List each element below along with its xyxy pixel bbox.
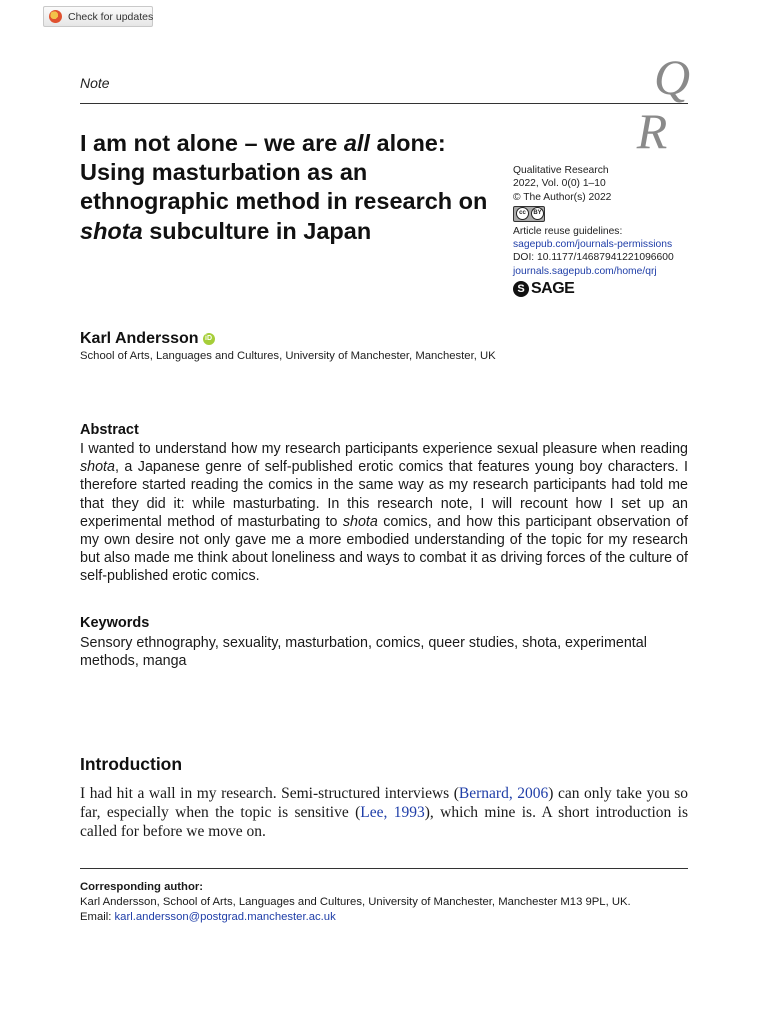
- cc-icon: cc: [516, 207, 529, 220]
- citation-link[interactable]: Lee, 1993: [360, 804, 425, 821]
- publication-info: [513, 164, 693, 297]
- abstract-heading: Abstract: [80, 422, 139, 438]
- corresponding-author-address: Karl Andersson, School of Arts, Languages and Cultures, University of Manchester, Manchester M13 9PL, UK.: [80, 896, 631, 908]
- citation-link[interactable]: Bernard, 2006: [458, 785, 549, 802]
- introduction-heading: Introduction: [80, 754, 183, 774]
- doi: DOI: 10.1177/14687941221096600: [513, 252, 674, 264]
- journal-home-link[interactable]: journals.sagepub.com/home/qrj: [513, 265, 657, 277]
- sage-mark-icon: S: [513, 281, 529, 297]
- email-label: Email:: [80, 911, 112, 923]
- author-affiliation: School of Arts, Languages and Cultures, University of Manchester, Manchester, UK: [80, 350, 496, 362]
- cc-by-license-icon[interactable]: [513, 206, 545, 222]
- author-line: [80, 330, 215, 348]
- journal-logo-q: Q: [653, 49, 691, 105]
- corresponding-author-heading: Corresponding author:: [80, 881, 204, 893]
- article-type-label: Note: [80, 75, 110, 91]
- journal-logo: [620, 48, 692, 158]
- email-link[interactable]: karl.andersson@postgrad.manchester.ac.uk: [114, 911, 336, 923]
- check-for-updates-label: Check for updates: [68, 10, 154, 23]
- volume-info: 2022, Vol. 0(0) 1–10: [513, 178, 606, 190]
- reuse-label: Article reuse guidelines:: [513, 225, 623, 237]
- keywords-heading: Keywords: [80, 615, 150, 631]
- footnote-rule: [80, 868, 688, 869]
- journal-logo-r: R: [636, 103, 668, 158]
- check-for-updates-button[interactable]: [43, 6, 153, 27]
- reuse-link[interactable]: sagepub.com/journals-permissions: [513, 239, 673, 251]
- article-title: I am not alone – we are all alone: Using masturbation as an ethnographic method in research on shota subculture in Japan: [80, 130, 488, 244]
- journal-name: Qualitative Research: [513, 165, 609, 176]
- corresponding-author-email-line: [80, 910, 688, 925]
- crossmark-icon: [49, 10, 62, 23]
- header-rule: [80, 103, 688, 104]
- author-name: Karl Andersson: [80, 330, 199, 347]
- publisher-name: SAGE: [531, 280, 575, 298]
- keywords-text: Sensory ethnography, sexuality, masturbation, comics, queer studies, shota, experimental methods, manga: [80, 635, 647, 670]
- corresponding-author-block: [80, 880, 688, 925]
- orcid-icon[interactable]: iD: [203, 333, 215, 345]
- sage-logo: [513, 281, 693, 297]
- by-icon: BY: [531, 207, 544, 220]
- abstract-text: I wanted to understand how my research participants experience sexual pleasure when reading shota, a Japanese genre of self-published erotic comics that features young boy characters. I therefore started reading the comics in the same way as my research participants had told me that they did it: while masturbating. In this research note, I will recount how I set up an experimental method of masturbating to shota comics, and how this participant observation of my own desire not only gave me a more embodied understanding of the topic for my research but also made me think about loneliness and ways to combat it as driving forces of the culture of self-published erotic comics.: [80, 441, 688, 585]
- introduction-text: I had hit a wall in my research. Semi-structured interviews (Bernard, 2006) can only take you so far, especially when the topic is sensitive (Lee, 1993), which mine is. A short introduction is called for before we move on.: [80, 785, 689, 840]
- copyright: © The Author(s) 2022: [513, 191, 612, 203]
